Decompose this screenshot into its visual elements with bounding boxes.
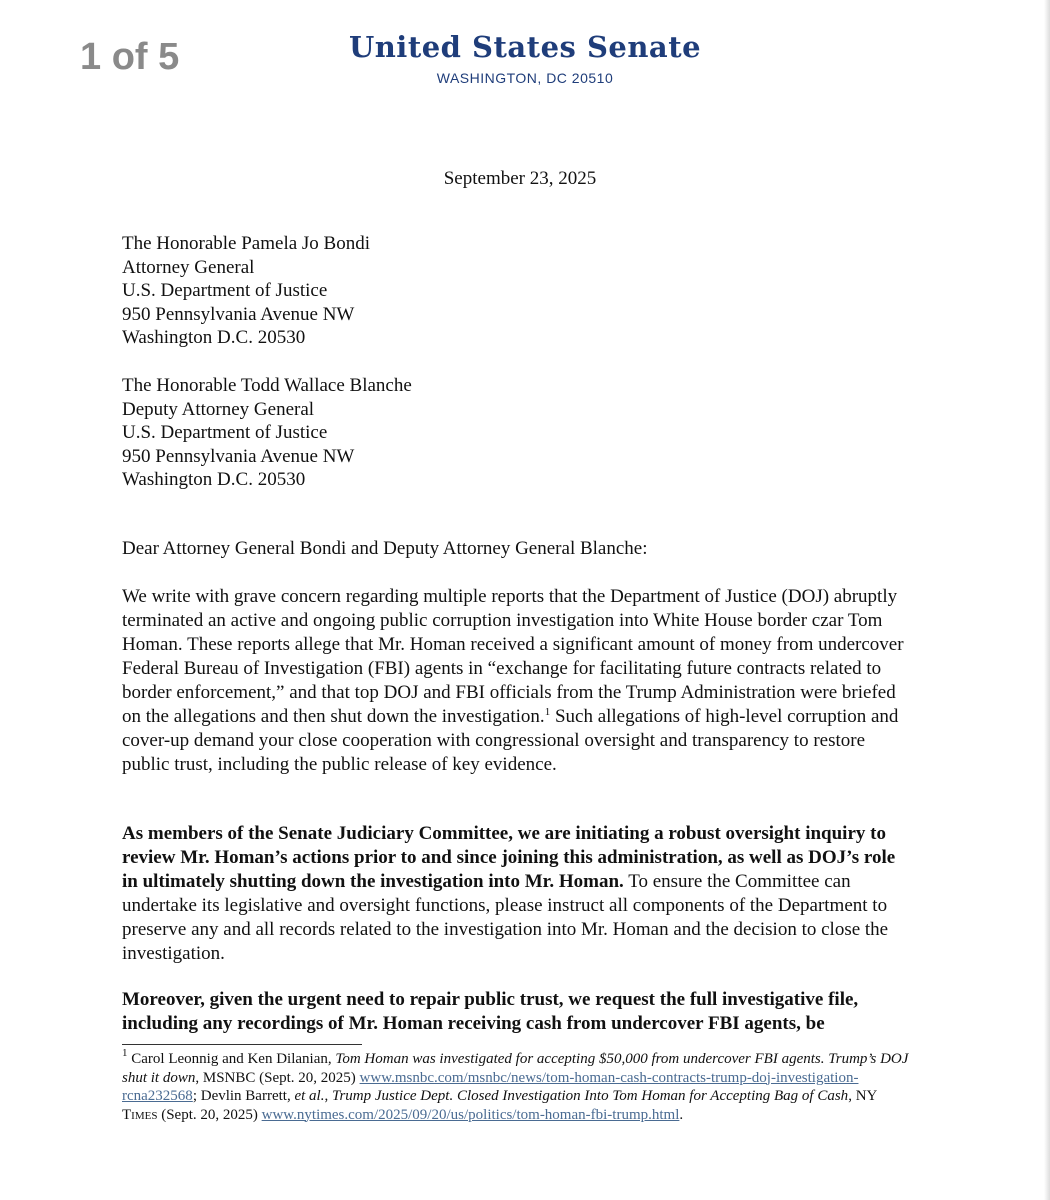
recipient-block-blanche (122, 374, 412, 492)
recipient-line: Washington D.C. 20530 (122, 327, 306, 348)
footnote-authors: Carol Leonnig and Ken Dilanian, (131, 1051, 336, 1067)
recipient-line: Attorney General (122, 256, 255, 278)
footnote-etal: et al. (294, 1088, 325, 1104)
recipient-line: 950 Pennsylvania Avenue NW (122, 445, 355, 467)
footnote-title: Trump Justice Dept. Closed Investigation Into Tom Homan for Accepting Bag of Cash (331, 1088, 849, 1104)
footnote-source-times: Times (122, 1106, 158, 1123)
recipient-line: 950 Pennsylvania Avenue NW (122, 303, 355, 325)
recipient-line: The Honorable Todd Wallace Blanche (122, 375, 412, 396)
paragraph-text: Such allegations of high-level corruption and cover-up demand your close cooperation with congressional oversight and transparency to restore public trust, including the public release of key evidence. (122, 706, 899, 775)
bold-statement: Moreover, given the urgent need to repair public trust, we request the full investigative file, including any recordings of Mr. Homan receiving cash from undercover FBI agents, be (122, 989, 859, 1034)
recipient-line: U.S. Department of Justice (122, 422, 328, 443)
msnbc-link[interactable]: www.msnbc.com/msnbc/news/tom-homan-cash-contracts-trump-doj-investigation-rcna232568 (122, 1069, 859, 1104)
footnote-source: , NY (848, 1088, 877, 1104)
recipient-line: Deputy Attorney General (122, 398, 315, 420)
footnote-divider (122, 1044, 362, 1045)
paragraph-text: We write with grave concern regarding multiple reports that the Department of Justice (DOJ) abruptly terminated an active and ongoing public corruption investigation into White House border czar Tom Homan. These reports allege that Mr. Homan received a significant amount of money from undercover Federal Bureau of Investigation (FBI) agents in “exchange for facilitating future contracts related to border enforcement,” and that top DOJ and FBI officials from the Trump Administration were briefed on the allegations and then shut down the investigation. (122, 586, 904, 727)
footnote-ref[interactable]: 1 (544, 706, 551, 718)
salutation: Dear Attorney General Bondi and Deputy Attorney General Blanche: (122, 538, 648, 559)
footnote-comma: , (324, 1088, 332, 1104)
page-counter: 1 of 5 (80, 36, 180, 78)
paragraph-oversight (122, 822, 914, 966)
page-edge-shadow (1044, 0, 1050, 1200)
recipient-line: Washington D.C. 20530 (122, 469, 306, 490)
letter-date: September 23, 2025 (443, 168, 597, 189)
recipient-block-bondi (122, 232, 370, 350)
letterhead (300, 30, 750, 86)
footnote-separator: ; Devlin Barrett, (192, 1088, 295, 1104)
paragraph-concern (122, 585, 914, 777)
footnote-number: 1 (122, 1047, 128, 1059)
bold-statement: As members of the Senate Judiciary Committee, we are initiating a robust oversight inquiry to review Mr. Homan’s actions prior to and since joining this administration, as well as DOJ’s role in ultimately shutting down the investigation into Mr. Homan. (122, 823, 896, 892)
footnote-source: , MSNBC (Sept. 20, 2025) (195, 1069, 360, 1086)
paragraph-request (122, 988, 914, 1036)
footnote-title: Tom Homan was investigated for accepting $50,000 from undercover FBI agents. Trump’s DOJ shut it down (122, 1051, 909, 1086)
paragraph-text: To ensure the Committee can undertake its legislative and oversight functions, please instruct all components of the Department to preserve any and all records related to the investigation into Mr. Homan and the decision to close the investigation. (122, 871, 889, 964)
nytimes-link[interactable]: www.nytimes.com/2025/09/20/us/politics/tom-homan-fbi-trump.html (261, 1106, 680, 1123)
senate-name: United States Senate (348, 30, 702, 64)
recipient-line: U.S. Department of Justice (122, 280, 328, 301)
senate-address: WASHINGTON, DC 20510 (436, 70, 614, 86)
footnote (122, 1047, 914, 1124)
recipient-line: The Honorable Pamela Jo Bondi (122, 233, 371, 254)
footnote-end: . (679, 1106, 684, 1123)
footnote-source-date: (Sept. 20, 2025) (157, 1106, 262, 1123)
